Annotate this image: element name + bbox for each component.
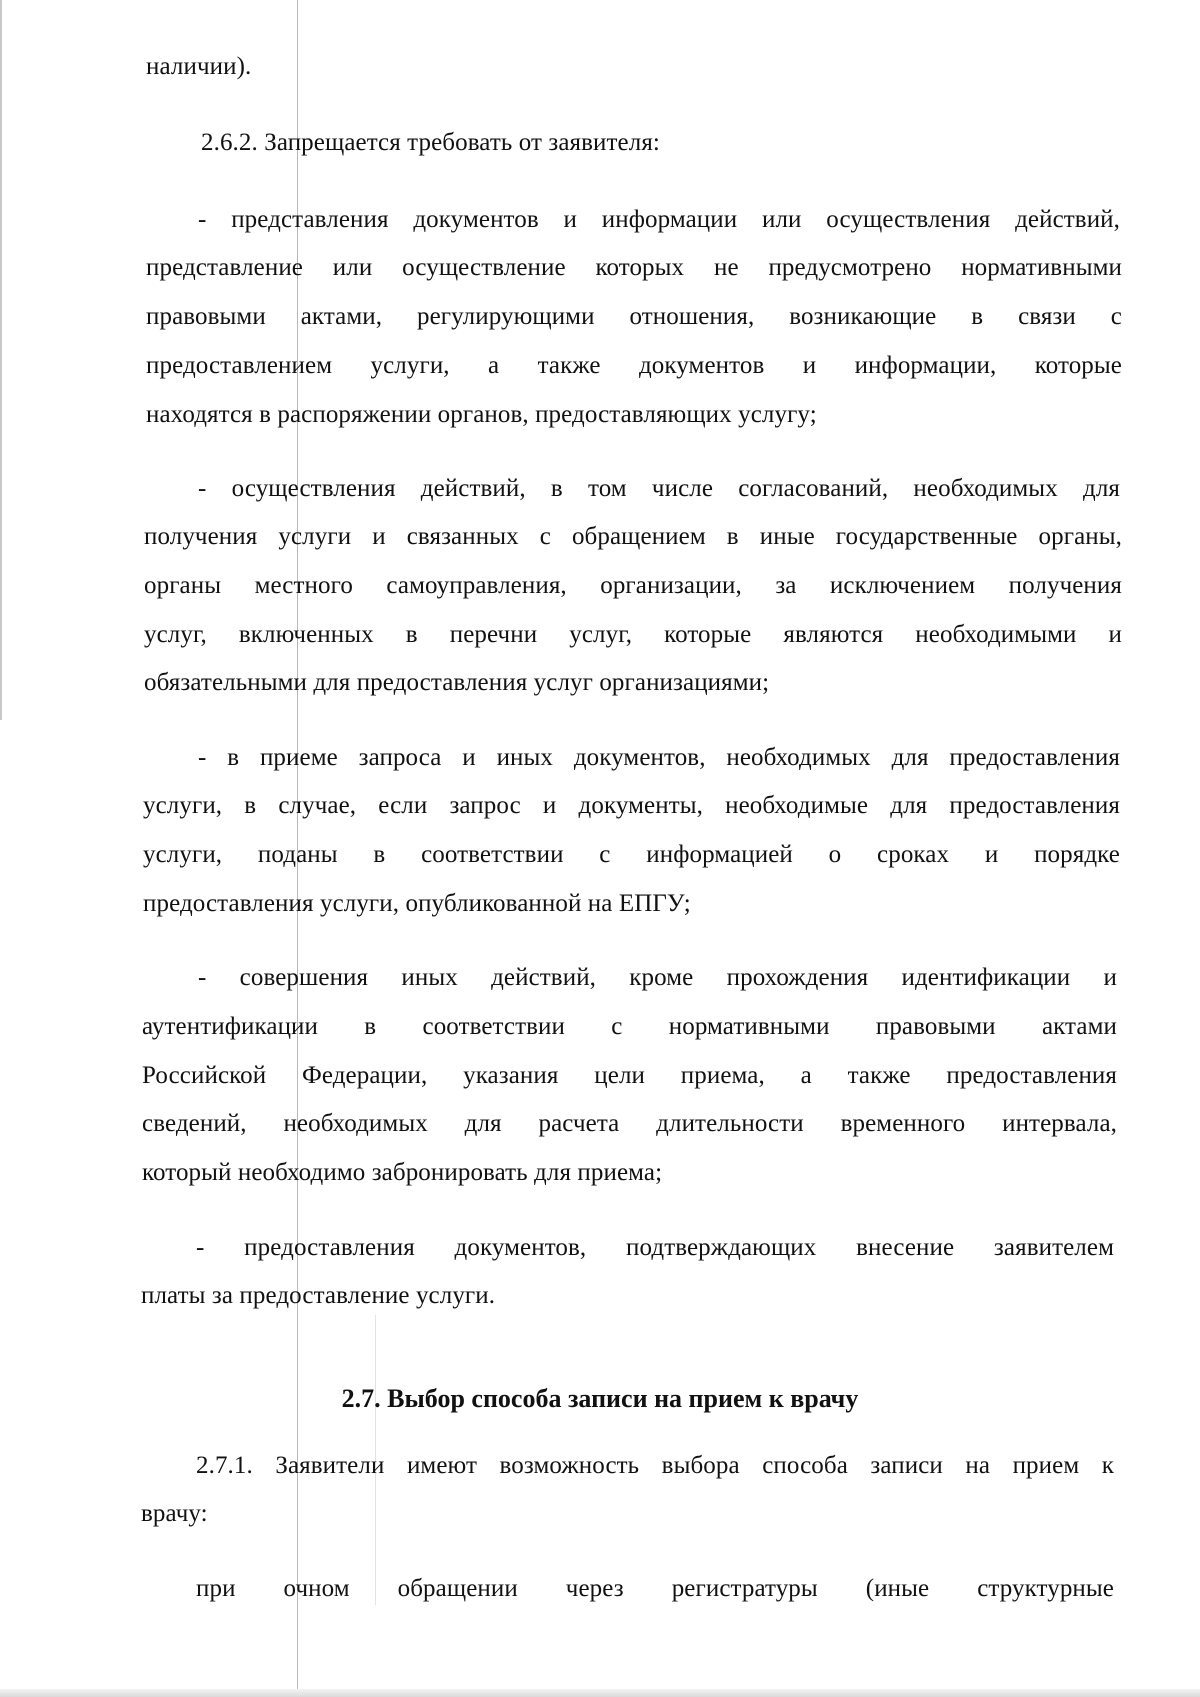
list-item-4-line-1: - совершения иных действий, кроме прохождения идентификации и: [198, 964, 1117, 991]
list-item-2-line-2: получения услуги и связанных с обращением в иные государственные органы,: [144, 523, 1122, 550]
list-item-5-line-1: - предоставления документов, подтверждающих внесение заявителем: [196, 1234, 1114, 1261]
list-item-2-line-5: обязательными для предоставления услуг организациями;: [144, 669, 770, 696]
paragraph-2-7-1-line-2: врачу:: [141, 1500, 208, 1527]
list-item-2-line-1: - осуществления действий, в том числе согласований, необходимых для: [198, 475, 1120, 502]
list-item-2-line-3: органы местного самоуправления, организации, за исключением получения: [144, 572, 1122, 599]
list-item-1-line-4: предоставлением услуги, а также документов и информации, которые: [146, 352, 1122, 379]
list-item-1-line-1: - представления документов и информации или осуществления действий,: [198, 206, 1120, 233]
list-item-4-line-2: аутентификации в соответствии с нормативными правовыми актами: [142, 1013, 1117, 1040]
list-item-1-line-2: представление или осуществление которых не предусмотрено нормативными: [146, 254, 1122, 281]
list-item-3-line-1: - в приеме запроса и иных документов, необходимых для предоставления: [198, 744, 1120, 771]
list-item-1-line-5: находятся в распоряжении органов, предоставляющих услугу;: [146, 401, 817, 428]
paragraph-end: наличии).: [146, 53, 252, 80]
list-item-4-line-4: сведений, необходимых для расчета длительности временного интервала,: [142, 1110, 1117, 1137]
list-item-3-line-3: услуги, поданы в соответствии с информацией о сроках и порядке: [143, 841, 1120, 868]
list-item-1-line-3: правовыми актами, регулирующими отношения, возникающие в связи с: [146, 303, 1122, 330]
paragraph-2-7-1-line-1: 2.7.1. Заявители имеют возможность выбора способа записи на прием к: [196, 1452, 1114, 1479]
list-item-3-line-4: предоставления услуги, опубликованной на ЕПГУ;: [143, 890, 691, 917]
list-item-3-line-2: услуги, в случае, если запрос и документы, необходимые для предоставления: [143, 792, 1120, 819]
list-item-2-line-4: услуг, включенных в перечни услуг, которые являются необходимыми и: [144, 621, 1122, 648]
list-item-4-line-3: Российской Федерации, указания цели приема, а также предоставления: [142, 1062, 1117, 1089]
list-item-4-line-5: который необходимо забронировать для приема;: [142, 1159, 663, 1186]
list-item-5-line-2: платы за предоставление услуги.: [141, 1282, 496, 1309]
section-title: 2.7. Выбор способа записи на прием к врачу: [341, 1384, 859, 1413]
scan-left-edge: [0, 0, 2, 720]
scan-bottom-edge: [0, 1689, 1200, 1697]
paragraph-continued-line: при очном обращении через регистратуры (иные структурные: [196, 1575, 1114, 1602]
paragraph-2-6-2: 2.6.2. Запрещается требовать от заявителя:: [201, 129, 660, 156]
